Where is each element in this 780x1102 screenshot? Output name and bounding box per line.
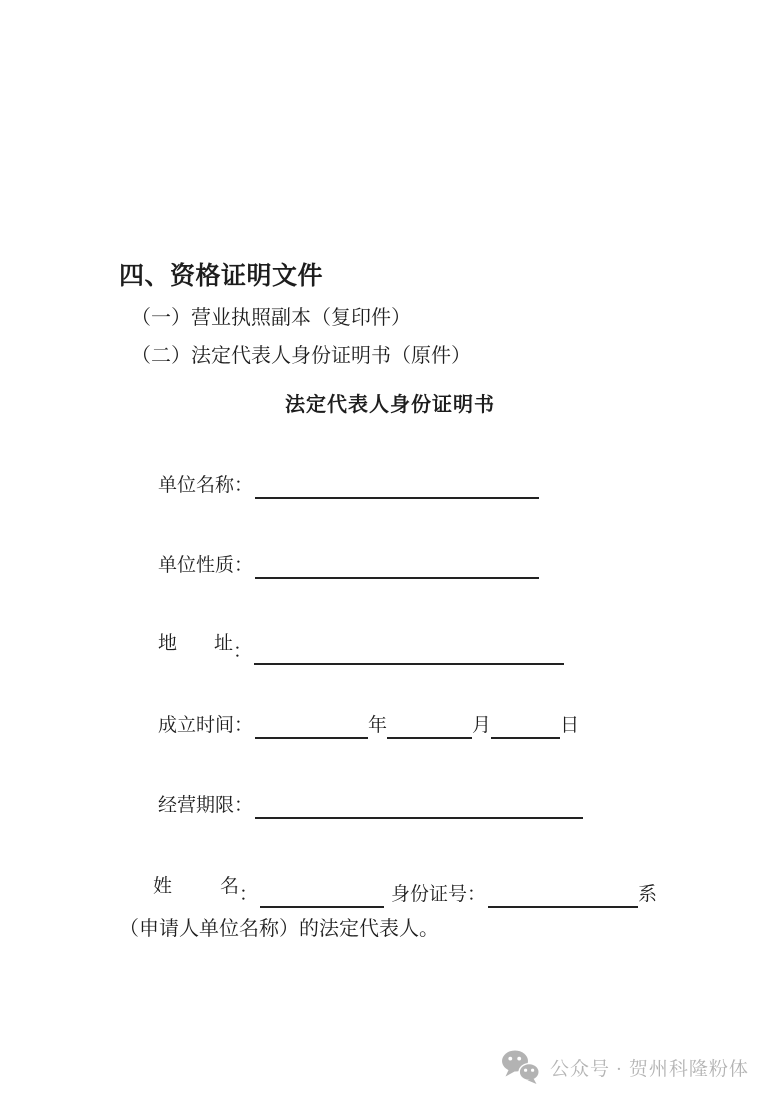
field-row-unit-nature [158, 551, 539, 579]
field-row-established-date [158, 711, 579, 739]
list-item-legal-rep-certificate: （二）法定代表人身份证明书（原件） [131, 345, 471, 367]
unit-nature-label: 单位性质： [158, 555, 254, 576]
address-label: 地 址： [158, 633, 253, 662]
unit-nature-blank-line [255, 551, 539, 579]
field-row-business-term [158, 791, 583, 819]
rep-name-blank-line [260, 880, 384, 908]
month-blank-line [387, 711, 472, 739]
established-label: 成立时间： [158, 715, 254, 736]
watermark-text: 公众号 · 贺州科隆粉体 [550, 1058, 749, 1080]
business-term-blank-line [255, 791, 583, 819]
address-blank-line [254, 637, 564, 665]
business-term-label: 经营期限： [158, 795, 254, 816]
rep-suffix-label: 系 [638, 884, 658, 905]
rep-name-label: 姓 名： [153, 876, 259, 905]
id-number-label: 身份证号： [391, 884, 487, 905]
closing-statement: （申请人单位名称）的法定代表人。 [119, 918, 439, 940]
list-item-business-license: （一）营业执照副本（复印件） [131, 307, 411, 329]
day-blank-line [491, 711, 560, 739]
unit-name-label: 单位名称： [158, 475, 254, 496]
certificate-title: 法定代表人身份证明书 [285, 394, 495, 416]
unit-name-blank-line [255, 471, 539, 499]
year-blank-line [255, 711, 368, 739]
id-number-blank-line [488, 880, 638, 908]
section-heading: 四、资格证明文件 [119, 263, 324, 290]
field-row-representative [153, 874, 657, 908]
day-unit-label: 日 [560, 715, 580, 736]
field-row-unit-name [158, 471, 539, 499]
watermark-footer [501, 1049, 749, 1085]
field-row-address [158, 631, 564, 665]
month-unit-label: 月 [472, 715, 492, 736]
year-unit-label: 年 [368, 715, 388, 736]
wechat-icon [501, 1049, 541, 1085]
